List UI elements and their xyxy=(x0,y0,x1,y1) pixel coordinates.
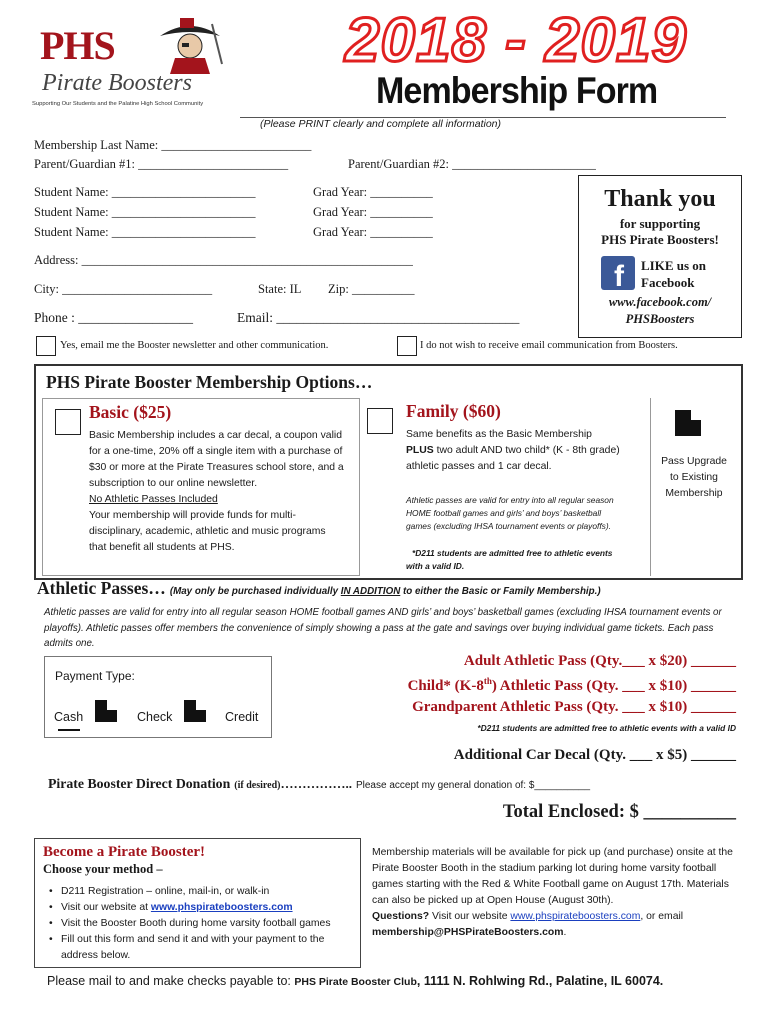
athletic-subtitle-b: to either the Basic or Family Membership.) xyxy=(400,586,601,597)
payment-credit-label: Credit xyxy=(225,710,259,724)
membership-options-box xyxy=(34,364,743,580)
student3-field[interactable]: Student Name: _______________________ xyxy=(34,225,256,239)
athletic-d211-note: *D211 students are admitted free to athletic events with a valid ID xyxy=(477,723,736,733)
questions-email-line xyxy=(372,925,734,941)
grad-year1-field[interactable]: Grad Year: __________ xyxy=(313,185,433,199)
payment-check-label: Check xyxy=(137,710,173,724)
like-us-line2: Facebook xyxy=(641,275,695,290)
email-opt-out-checkbox[interactable] xyxy=(397,336,417,356)
footer-lead: Please mail to and make checks payable to: xyxy=(47,974,295,988)
donation-line[interactable] xyxy=(48,775,590,793)
adult-pass-line[interactable]: Adult Athletic Pass (Qty.___ x $20) ______ xyxy=(463,653,736,669)
basic-option xyxy=(42,398,360,576)
method-mail: • Fill out this form and send it and with your payment to the address below. xyxy=(47,932,357,964)
donation-label: Pirate Booster Direct Donation xyxy=(48,776,231,791)
become-subtitle: Choose your method – xyxy=(43,862,163,876)
thank-you-box xyxy=(578,175,742,338)
athletic-subtitle-a: (May only be purchased individually xyxy=(169,586,341,597)
pickup-info-text: Membership materials will be available for pick up (and purchase) onsite at the Pirate Booster Booth in the stadium parking lot during home varsity football games starting with the Red & White Football game on August 17th. Materials can also be picked up at Open House (August 30th). xyxy=(372,847,733,906)
last-name-field[interactable]: Membership Last Name: ________________________ xyxy=(34,138,312,152)
family-pass-note: Athletic passes are valid for entry into all regular season HOME football games and girls’ and boys’ basketball games (excluding IHSA tournament events or playoffs). xyxy=(406,495,614,531)
family-title: Family ($60) xyxy=(406,401,501,421)
method-website-text: Visit our website at xyxy=(61,902,151,913)
pickup-info xyxy=(372,845,734,941)
family-option xyxy=(362,398,659,576)
become-methods-list xyxy=(47,884,357,964)
facebook-url-line1[interactable]: www.facebook.com/ xyxy=(608,295,712,309)
cash-underline xyxy=(58,729,80,731)
facebook-icon[interactable]: f xyxy=(601,256,635,290)
payment-cash-label: Cash xyxy=(54,710,84,724)
car-decal-line[interactable]: Additional Car Decal (Qty. ___ x $5) ______ xyxy=(453,747,736,763)
payment-type-box xyxy=(44,656,272,738)
become-booster-box xyxy=(34,838,361,968)
questions-or-email: , or email xyxy=(640,911,684,922)
pass-upgrade-line1: Pass Upgrade xyxy=(661,456,727,467)
questions-period: . xyxy=(563,927,567,938)
athletic-passes-heading xyxy=(37,578,601,599)
email-opt-in-label: Yes, email me the Booster newsletter and other communication. xyxy=(60,340,329,351)
mail-to-footer xyxy=(47,972,663,990)
payment-type-label: Payment Type: xyxy=(55,669,135,683)
form-year: 2018 - 2019 xyxy=(345,6,687,75)
basic-description xyxy=(89,428,345,556)
family-desc-a: Same benefits as the Basic Membership xyxy=(406,429,592,440)
logo xyxy=(32,14,232,109)
child-pass-b: ) Athletic Pass (Qty. ___ x $10) ______ xyxy=(491,678,736,694)
email-opt-out-label: I do not wish to receive email communication from Boosters. xyxy=(420,340,678,351)
student2-field[interactable]: Student Name: _______________________ xyxy=(34,205,256,219)
state-field: State: IL xyxy=(258,282,302,296)
donation-accept: Please accept my general donation of: $__________ xyxy=(355,780,591,791)
pass-upgrade-line2: to Existing xyxy=(670,472,718,483)
facebook-url-line2[interactable]: PHSBoosters xyxy=(625,312,695,326)
method-d211: • D211 Registration – online, mail-in, or walk-in xyxy=(47,884,357,900)
donation-dots: …………….. xyxy=(280,776,352,791)
child-pass-line[interactable] xyxy=(408,676,736,695)
email-field[interactable]: Email: ____________________________________ xyxy=(237,310,520,325)
family-plus: PLUS xyxy=(406,445,434,456)
basic-no-passes: No Athletic Passes Included xyxy=(89,494,218,505)
print-instruction: (Please PRINT clearly and complete all information) xyxy=(260,118,502,130)
questions-email[interactable]: membership@PHSPirateBoosters.com xyxy=(372,927,564,938)
questions-website-link[interactable]: www.phspirateboosters.com xyxy=(510,911,641,922)
email-opt-in-checkbox[interactable] xyxy=(36,336,56,356)
athletic-description: Athletic passes are valid for entry into all regular season HOME football games AND girls’ and boys’ basketball games (excluding IHSA tournament events or playoffs). Athletic passes offer members the convenience of simply showing a pass at the gate and savings over buying individual game tickets. Each pass admits one. xyxy=(44,607,722,649)
basic-title: Basic ($25) xyxy=(89,402,172,422)
total-enclosed[interactable]: Total Enclosed: $ __________ xyxy=(502,802,736,822)
questions-line xyxy=(372,909,734,925)
footer-address: , 1111 N. Rohlwing Rd., Palatine, IL 60074. xyxy=(416,974,664,988)
thank-you-title: Thank you xyxy=(604,186,716,212)
like-us-line1: LIKE us on xyxy=(641,258,707,273)
donation-if: (if desired) xyxy=(234,780,281,791)
payment-check-checkbox[interactable] xyxy=(184,700,206,722)
address-field[interactable]: Address: _____________________________________________________ xyxy=(34,253,413,267)
pass-upgrade-checkbox[interactable] xyxy=(675,410,701,436)
method-website xyxy=(47,900,357,916)
basic-funds-text: Your membership will provide funds for multi-disciplinary, academic, athletic and music programs that benefit all students at PHS. xyxy=(89,510,326,553)
phone-field[interactable]: Phone : _________________ xyxy=(34,310,194,325)
child-pass-sup: th xyxy=(483,676,492,686)
family-description xyxy=(406,427,621,475)
student1-field[interactable]: Student Name: _______________________ xyxy=(34,185,256,199)
pass-upgrade-line3: Membership xyxy=(665,488,723,499)
athletic-subtitle-u: IN ADDITION xyxy=(340,586,401,597)
method-booth: • Visit the Booster Booth during home varsity football games xyxy=(47,916,357,932)
child-pass-a: Child* (K-8 xyxy=(407,678,484,694)
become-title: Become a Pirate Booster! xyxy=(43,844,206,860)
city-field[interactable]: City: ________________________ xyxy=(34,282,213,296)
form-title: Membership Form xyxy=(376,70,658,111)
footer-club: PHS Pirate Booster Club xyxy=(294,976,417,988)
thank-you-line2: PHS Pirate Boosters! xyxy=(601,232,719,247)
logo-script-text: Pirate Boosters xyxy=(42,70,192,96)
basic-membership-checkbox[interactable] xyxy=(55,409,81,435)
method-website-link[interactable]: www.phspirateboosters.com xyxy=(150,902,293,913)
family-desc-b: two adult AND two child* (K - 8th grade) athletic passes and 1 car decal. xyxy=(406,445,620,472)
payment-cash-checkbox[interactable] xyxy=(95,700,117,722)
zip-field[interactable]: Zip: __________ xyxy=(328,282,415,296)
parent2-field[interactable]: Parent/Guardian #2: _______________________ xyxy=(348,157,596,171)
grad-year2-field[interactable]: Grad Year: __________ xyxy=(313,205,433,219)
family-d211-note: *D211 students are admitted free to athletic events with a valid ID. xyxy=(406,548,613,571)
thank-you-line1: for supporting xyxy=(619,216,701,231)
parent1-field[interactable]: Parent/Guardian #1: ________________________ xyxy=(34,157,289,171)
grad-year3-field[interactable]: Grad Year: __________ xyxy=(313,225,433,239)
logo-tagline: Supporting Our Students and the Palatine High School Community xyxy=(32,101,204,107)
logo-phs-text: PHS xyxy=(40,23,115,68)
pirate-mascot-icon xyxy=(150,14,230,74)
questions-label: Questions? xyxy=(372,911,430,922)
questions-text: Visit our website xyxy=(429,911,511,922)
basic-benefits-text: Basic Membership includes a car decal, a coupon valid for a one-time, 20% off a single item with a purchase of $30 or more at the Pirate Treasures school store, and a subscription to our online newsletter. xyxy=(89,430,344,489)
athletic-title: Athletic Passes… xyxy=(37,578,166,598)
pass-upgrade-option xyxy=(650,398,737,576)
membership-options-heading: PHS Pirate Booster Membership Options… xyxy=(46,372,373,392)
grandparent-pass-line[interactable]: Grandparent Athletic Pass (Qty. ___ x $10) ______ xyxy=(412,699,736,715)
family-membership-checkbox[interactable] xyxy=(367,408,393,434)
